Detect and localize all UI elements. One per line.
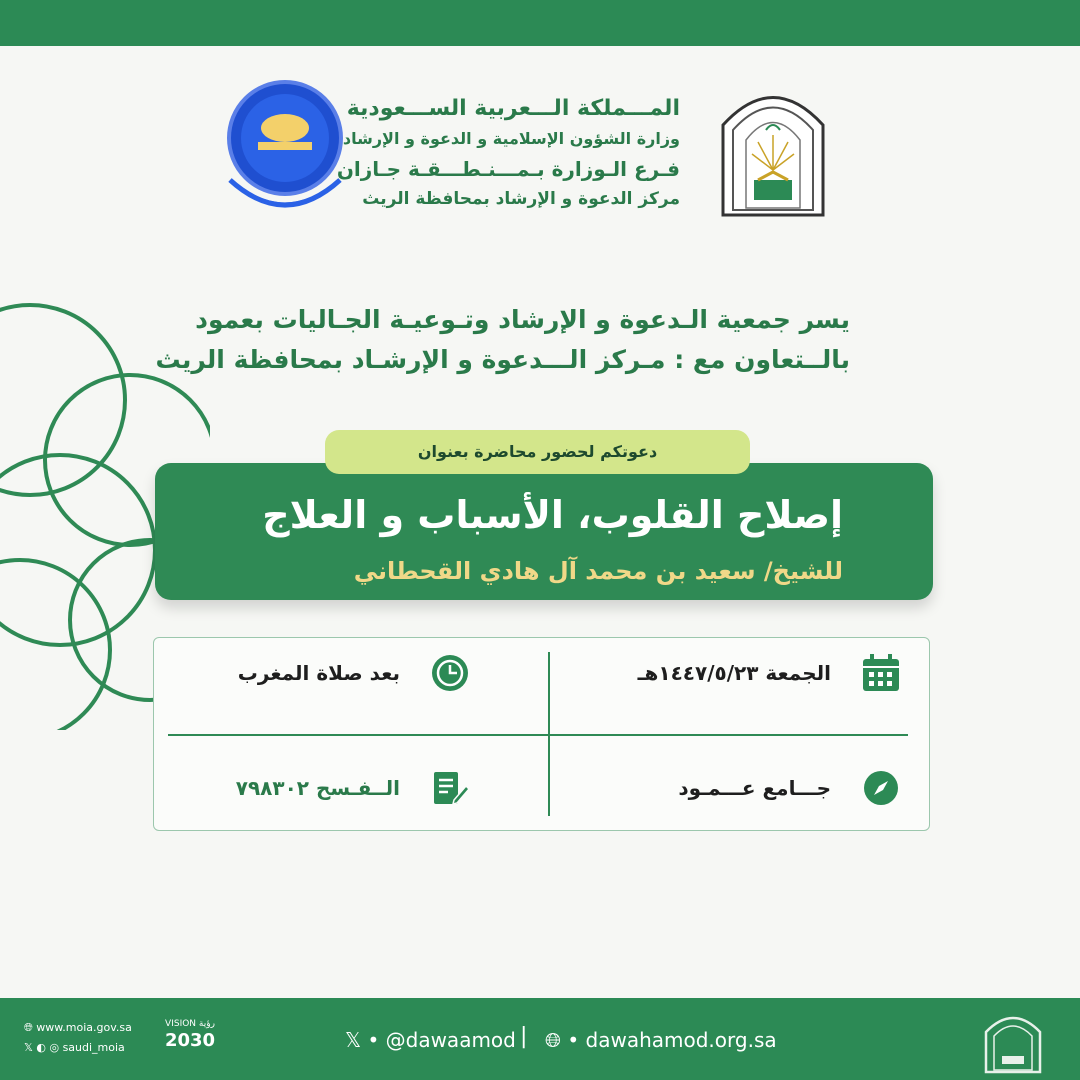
- calendar-icon: [861, 653, 901, 693]
- header-line-1: المـــملكة الـــعربية الســـعودية: [346, 96, 680, 121]
- divider-horizontal: [168, 734, 908, 736]
- header-line-3: فـرع الـوزارة بـمـــنـطـــقـة جـازان: [336, 157, 680, 181]
- globe-icon: 🌐︎ •: [545, 1028, 586, 1052]
- clock-icon: [430, 653, 470, 693]
- globe-icon: 🌐︎: [24, 1021, 37, 1034]
- snapchat-icon: ◐: [36, 1041, 50, 1054]
- website-link[interactable]: [545, 1028, 777, 1052]
- top-bar: [0, 0, 1080, 46]
- place-cell: [678, 758, 901, 818]
- compass-icon: [861, 768, 901, 808]
- header: [200, 80, 840, 230]
- x-icon: 𝕏 •: [345, 1028, 386, 1052]
- lecture-title: إصلاح القلوب، الأسباب و العلاج: [262, 493, 843, 537]
- footer-bar: [0, 998, 1080, 1080]
- header-line-2: وزارة الشؤون الإسلامية و الدعوة و الإرشاد: [342, 129, 680, 148]
- ministry-logo: [718, 80, 828, 220]
- ministry-site-link[interactable]: www.moia.gov.sa: [36, 1021, 132, 1034]
- x-icon: 𝕏: [24, 1041, 37, 1054]
- lecture-title-card: [155, 463, 933, 600]
- header-line-4: مركز الدعوة و الإرشاد بمحافظة الريث: [362, 189, 680, 209]
- document-edit-icon: [430, 768, 470, 808]
- social-handle-text: @dawaamod: [385, 1028, 516, 1052]
- website-text: dawahamod.org.sa: [585, 1028, 777, 1052]
- association-logo: [220, 80, 350, 220]
- place-label: جـــامع عـــمـود: [678, 776, 831, 800]
- intro-line-1: يسر جمعية الـدعوة و الإرشاد وتـوعيـة الجـاليات بعمود: [195, 305, 850, 334]
- ministry-header-text: [336, 94, 680, 214]
- ministry-links: [24, 1018, 132, 1058]
- permit-label: الــفـسح ٧٩٨٣٠٢: [235, 776, 400, 800]
- time-cell: [170, 643, 470, 703]
- ministry-logo-small: [980, 1008, 1046, 1074]
- intro-line-2: بالــتعاون مع : مـركز الـــدعوة و الإرشـاد بمحافظة الريث: [155, 345, 850, 374]
- vision-2030-logo: VISION رؤية 2030: [164, 1019, 216, 1051]
- instagram-icon: ◎: [49, 1041, 63, 1054]
- footer-separator: |: [520, 1024, 528, 1049]
- permit-cell: [170, 758, 470, 818]
- time-label: بعد صلاة المغرب: [237, 661, 400, 685]
- date-label: الجمعة ١٤٤٧/٥/٢٣هـ: [637, 661, 831, 685]
- ministry-handle[interactable]: saudi_moia: [62, 1041, 125, 1054]
- date-cell: [638, 643, 901, 703]
- speaker-name: للشيخ/ سعيد بن محمد آل هادي القحطاني: [353, 557, 843, 585]
- intro-text: [155, 300, 850, 380]
- details-box: [153, 637, 930, 831]
- social-handle[interactable]: [345, 1028, 516, 1052]
- invite-pill: دعوتكم لحضور محاضرة بعنوان: [325, 430, 750, 474]
